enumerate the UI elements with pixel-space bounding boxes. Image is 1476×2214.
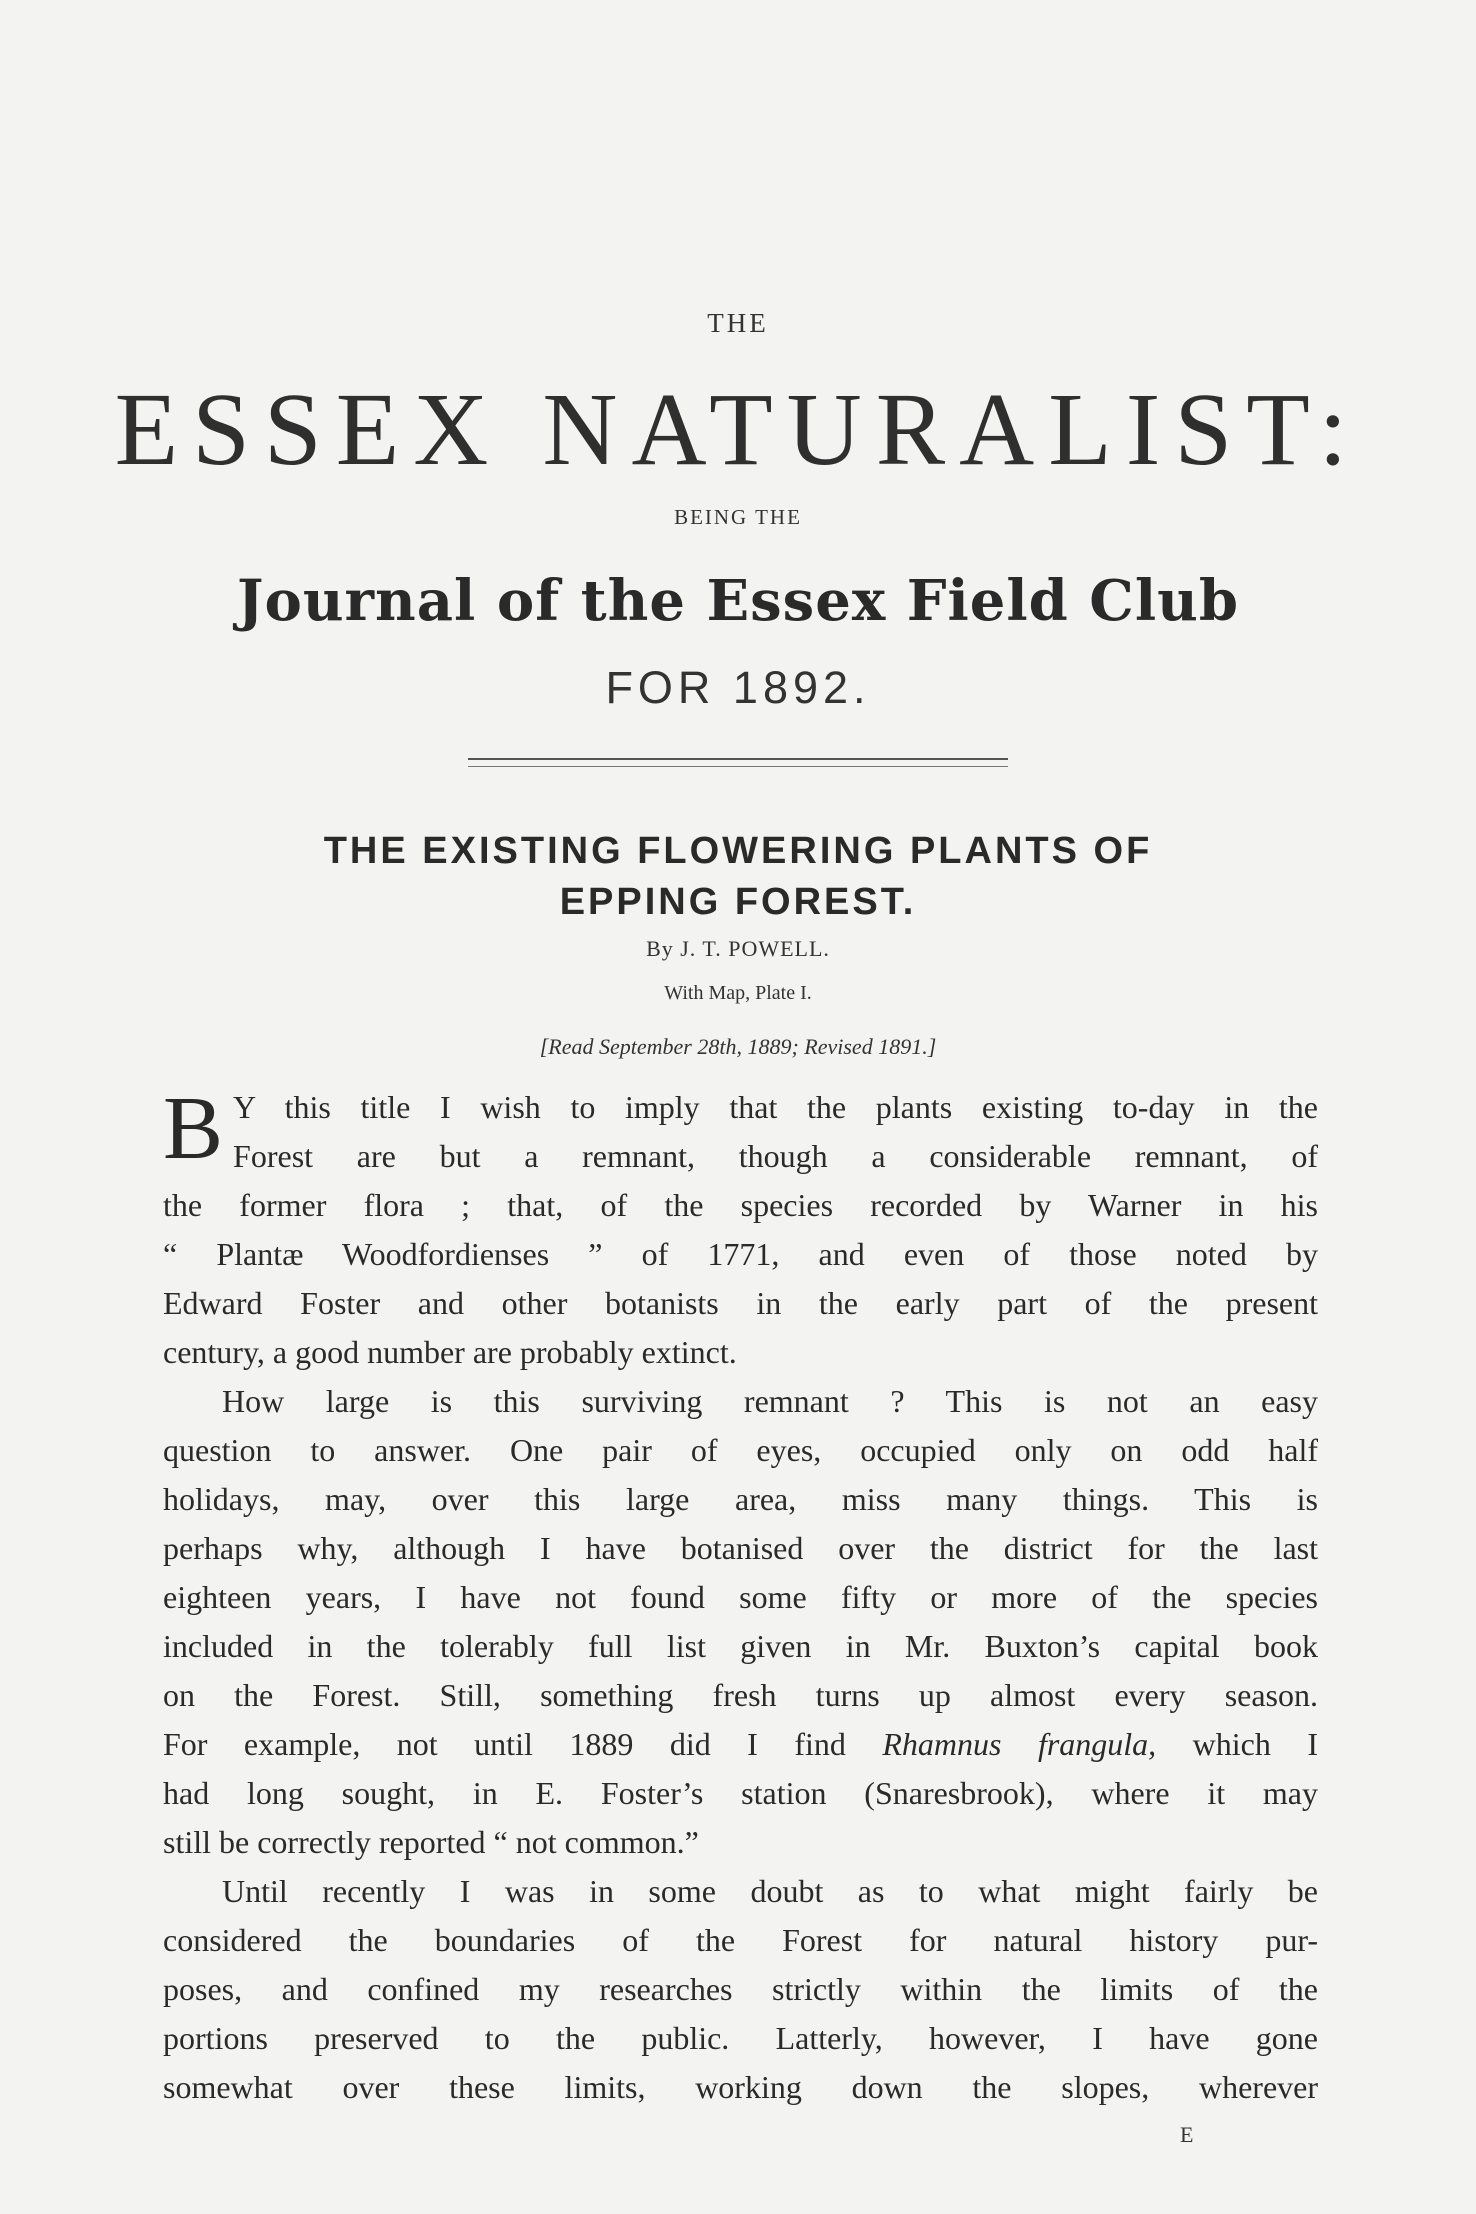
header-being-the: BEING THE bbox=[674, 505, 802, 529]
article-title-line-2: EPPING FOREST. bbox=[559, 881, 917, 923]
text-line: Until recently I was in some doubt as to what might fairly be bbox=[222, 1873, 1318, 1909]
text-line: poses, and confined my researches strictly within the limits of the bbox=[163, 1971, 1318, 2007]
text-segment: For example, not until 1889 did I find bbox=[163, 1726, 883, 1762]
header-the: THE bbox=[707, 308, 769, 338]
text-line: “ Plantæ Woodfordienses ” of 1771, and even of those noted by bbox=[163, 1236, 1318, 1272]
text-line: How large is this surviving remnant ? This is not an easy bbox=[222, 1383, 1318, 1419]
article-body bbox=[163, 1079, 1319, 2112]
paragraph-3 bbox=[163, 1867, 1318, 2112]
text-line: Y this title I wish to imply that the plants existing to-day in the bbox=[233, 1089, 1318, 1125]
article-title bbox=[150, 826, 1326, 928]
text-line: the former flora ; that, of the species recorded by Warner in his bbox=[163, 1187, 1318, 1223]
text-line: century, a good number are probably extinct. bbox=[163, 1334, 737, 1370]
text-line: holidays, may, over this large area, miss many things. This is bbox=[163, 1481, 1318, 1517]
text-line: Edward Foster and other botanists in the early part of the present bbox=[163, 1285, 1318, 1321]
text-line: included in the tolerably full list given in Mr. Buxton’s capital book bbox=[163, 1628, 1318, 1664]
signature-mark: E bbox=[1180, 2122, 1194, 2147]
text-line: had long sought, in E. Foster’s station (Snaresbrook), where it may bbox=[163, 1775, 1318, 1811]
text-line: still be correctly reported “ not common.” bbox=[163, 1824, 699, 1860]
header-year: FOR 1892. bbox=[605, 662, 871, 713]
text-line: somewhat over these limits, working down the slopes, wherever bbox=[163, 2069, 1318, 2105]
paragraph-1 bbox=[163, 1079, 1318, 1377]
text-line: eighteen years, I have not found some fifty or more of the species bbox=[163, 1579, 1318, 1615]
double-rule-top bbox=[468, 758, 1008, 760]
text-line: Forest are but a remnant, though a considerable remnant, of bbox=[233, 1138, 1318, 1174]
text-line bbox=[163, 1720, 1318, 1769]
paragraph-2 bbox=[163, 1377, 1318, 1867]
text-line: on the Forest. Still, something fresh turns up almost every season. bbox=[163, 1677, 1318, 1713]
text-line: question to answer. One pair of eyes, occupied only on odd half bbox=[163, 1432, 1318, 1468]
masthead-title: ESSEX NATURALIST: bbox=[114, 372, 1362, 487]
text-segment: which I bbox=[1156, 1726, 1319, 1762]
article-map-note: With Map, Plate I. bbox=[664, 982, 812, 1004]
article-read-note: [Read September 28th, 1889; Revised 1891.] bbox=[539, 1034, 937, 1059]
text-line: portions preserved to the public. Latterly, however, I have gone bbox=[163, 2020, 1318, 2056]
double-rule-bottom bbox=[468, 766, 1008, 767]
text-line: perhaps why, although I have botanised over the district for the last bbox=[163, 1530, 1318, 1566]
species-name: Rhamnus frangula, bbox=[882, 1726, 1157, 1762]
article-byline: By J. T. POWELL. bbox=[646, 936, 830, 961]
text-line: considered the boundaries of the Forest for natural history pur- bbox=[163, 1922, 1318, 1958]
article-title-line-1: THE EXISTING FLOWERING PLANTS OF bbox=[323, 830, 1153, 872]
journal-title: Journal of the Essex Field Club bbox=[236, 568, 1240, 634]
drop-cap: B bbox=[163, 1079, 224, 1178]
